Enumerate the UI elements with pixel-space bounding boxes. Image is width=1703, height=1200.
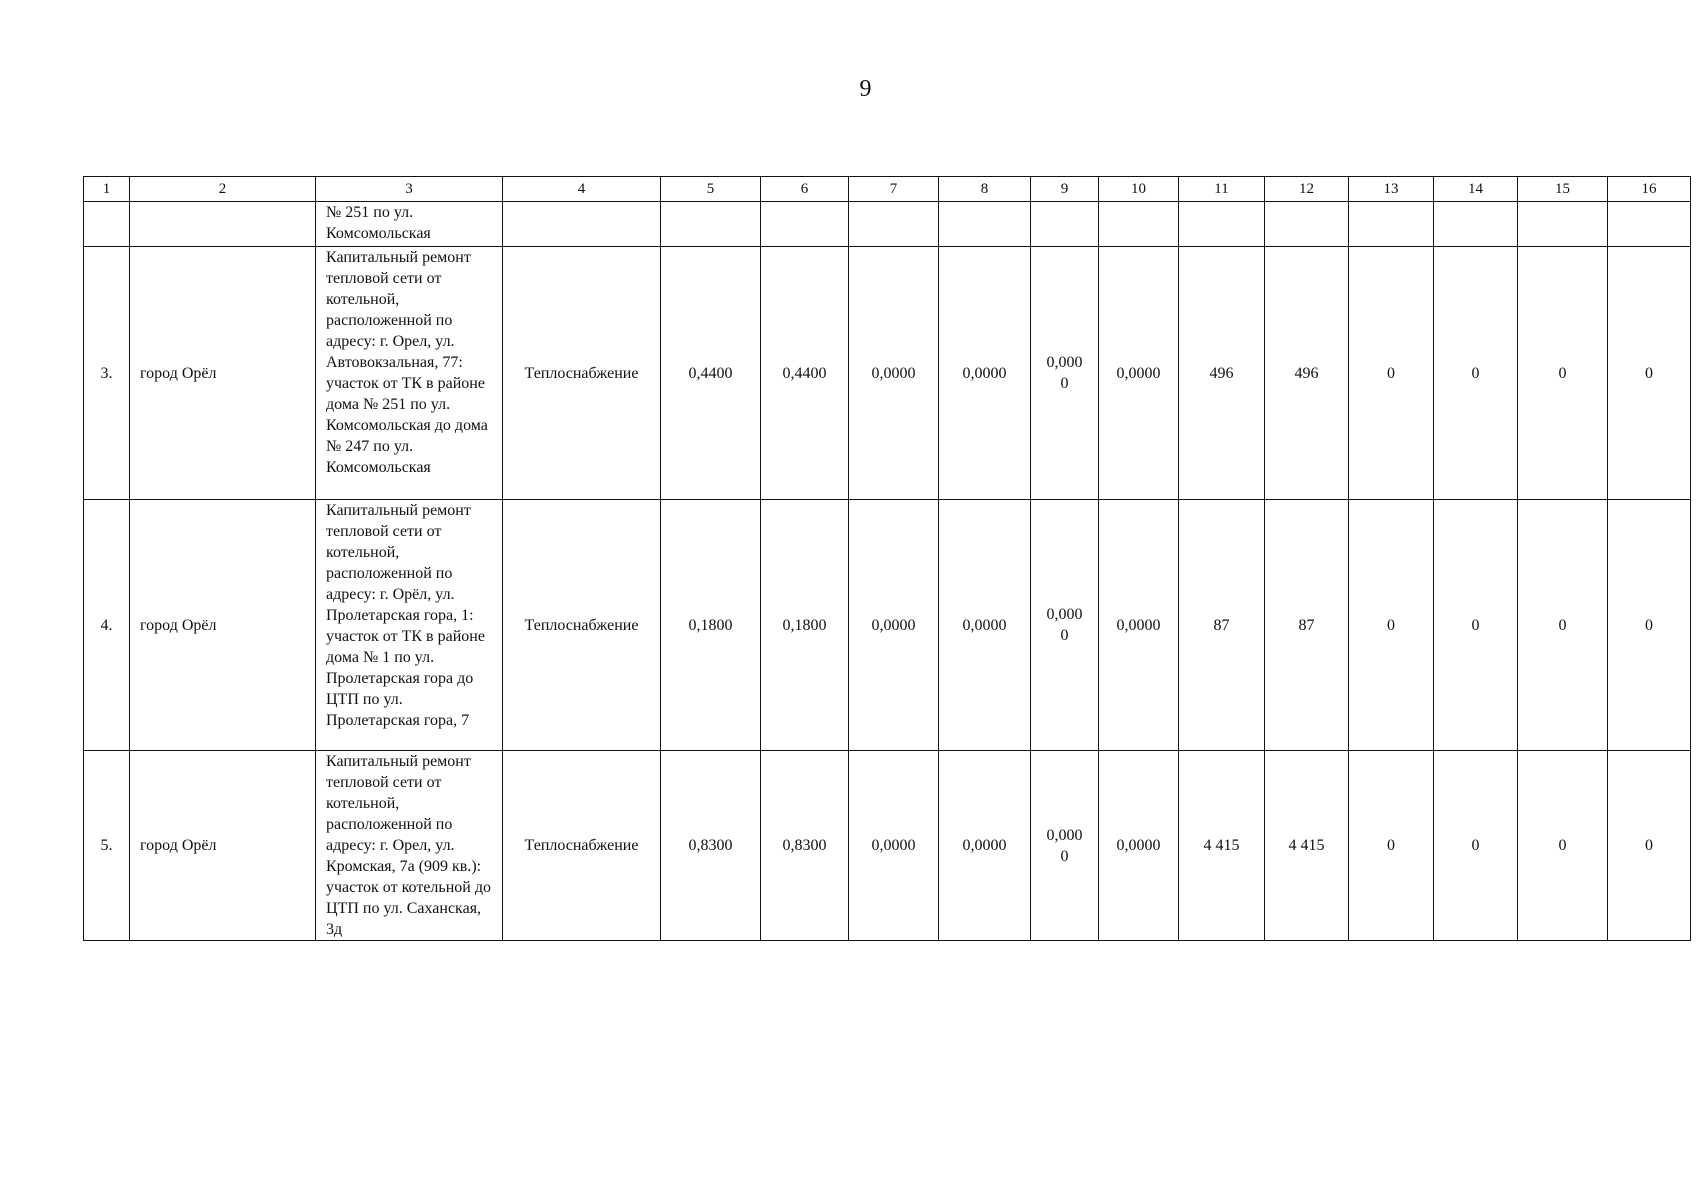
empty-cell [1179,202,1265,247]
empty-cell [1434,202,1518,247]
value-cell: 0,0000 [849,247,939,500]
column-header: 13 [1349,177,1434,202]
description-cell: Капитальный ремонт тепловой сети от котельной, расположенной по адресу: г. Орел, ул. Автовокзальная, 77: участок от ТК в районе дома № 251 по ул. Комсомольская до дома № 247 по ул. Комсомольская [316,247,503,500]
empty-cell [849,202,939,247]
value-cell: 0 [1518,751,1608,941]
empty-cell [661,202,761,247]
column-header: 4 [503,177,661,202]
value-cell: 0 [1434,751,1518,941]
value-cell: 0,0000 [849,751,939,941]
value-cell: 496 [1179,247,1265,500]
value-cell: 0 [1518,247,1608,500]
value-cell: 0,0000 [939,500,1031,751]
empty-cell [1608,202,1691,247]
locality-cell: город Орёл [130,247,316,500]
value-cell: 4 415 [1179,751,1265,941]
column-header: 7 [849,177,939,202]
value-cell [1031,751,1099,941]
value-cell: 0 [1349,751,1434,941]
value-cell: 0 [1434,500,1518,751]
locality-cell: город Орёл [130,500,316,751]
service-type-cell: Теплоснабжение [503,751,661,941]
service-type-cell: Теплоснабжение [503,247,661,500]
value-cell: 0,0000 [1099,247,1179,500]
row-number-cell: 5. [84,751,130,941]
empty-cell [1349,202,1434,247]
value-cell: 0 [1434,247,1518,500]
value-cell: 0 [1518,500,1608,751]
value-cell: 0 [1349,247,1434,500]
column-header: 11 [1179,177,1265,202]
column-header: 2 [130,177,316,202]
page-number: 9 [859,76,872,102]
column-header: 15 [1518,177,1608,202]
value-cell: 0,0000 [849,500,939,751]
empty-cell [939,202,1031,247]
description-cell: Капитальный ремонт тепловой сети от котельной, расположенной по адресу: г. Орёл, ул. Пролетарская гора, 1: участок от ТК в районе дома № 1 по ул. Пролетарская гора до ЦТП по ул. Пролетарская гора, 7 [316,500,503,751]
value-cell: 0,0000 [1099,500,1179,751]
value-cell: 0,8300 [661,751,761,941]
column-number-header-row [84,177,1691,202]
column-header: 10 [1099,177,1179,202]
program-table [83,176,1691,941]
empty-cell [1518,202,1608,247]
value-text: 0,000 0 [1046,354,1083,392]
description-cell: Капитальный ремонт тепловой сети от котельной, расположенной по адресу: г. Орел, ул. Кромская, 7а (909 кв.): участок от котельной до ЦТП по ул. Саханская, 3д [316,751,503,941]
value-cell: 0,1800 [661,500,761,751]
column-header: 1 [84,177,130,202]
value-cell [1031,500,1099,751]
locality-cell: город Орёл [130,751,316,941]
empty-cell [1099,202,1179,247]
value-cell: 87 [1179,500,1265,751]
empty-cell [1031,202,1099,247]
value-cell: 0,4400 [761,247,849,500]
column-header: 16 [1608,177,1691,202]
table-row [84,500,1691,751]
value-cell [1031,247,1099,500]
empty-cell [761,202,849,247]
value-cell: 0 [1608,751,1691,941]
row-number-cell: 4. [84,500,130,751]
column-header: 8 [939,177,1031,202]
value-cell: 0,0000 [939,751,1031,941]
column-header: 9 [1031,177,1099,202]
value-cell: 0,8300 [761,751,849,941]
value-cell: 0 [1608,500,1691,751]
value-cell: 4 415 [1265,751,1349,941]
value-cell: 0,0000 [939,247,1031,500]
table-row [84,751,1691,941]
table-row [84,247,1691,500]
empty-cell [84,202,130,247]
value-cell: 0,1800 [761,500,849,751]
value-cell: 0,4400 [661,247,761,500]
column-header: 14 [1434,177,1518,202]
value-cell: 0 [1608,247,1691,500]
column-header: 5 [661,177,761,202]
value-text: 0,000 0 [1046,826,1083,865]
empty-cell [130,202,316,247]
column-header: 6 [761,177,849,202]
value-cell: 496 [1265,247,1349,500]
row-number-cell: 3. [84,247,130,500]
empty-cell [1265,202,1349,247]
description-cell: № 251 по ул. Комсомольская [316,202,503,247]
column-header: 12 [1265,177,1349,202]
service-type-cell: Теплоснабжение [503,500,661,751]
value-cell: 87 [1265,500,1349,751]
value-cell: 0 [1349,500,1434,751]
continuation-row [84,202,1691,247]
value-text: 0,000 0 [1046,606,1083,644]
column-header: 3 [316,177,503,202]
value-cell: 0,0000 [1099,751,1179,941]
empty-cell [503,202,661,247]
